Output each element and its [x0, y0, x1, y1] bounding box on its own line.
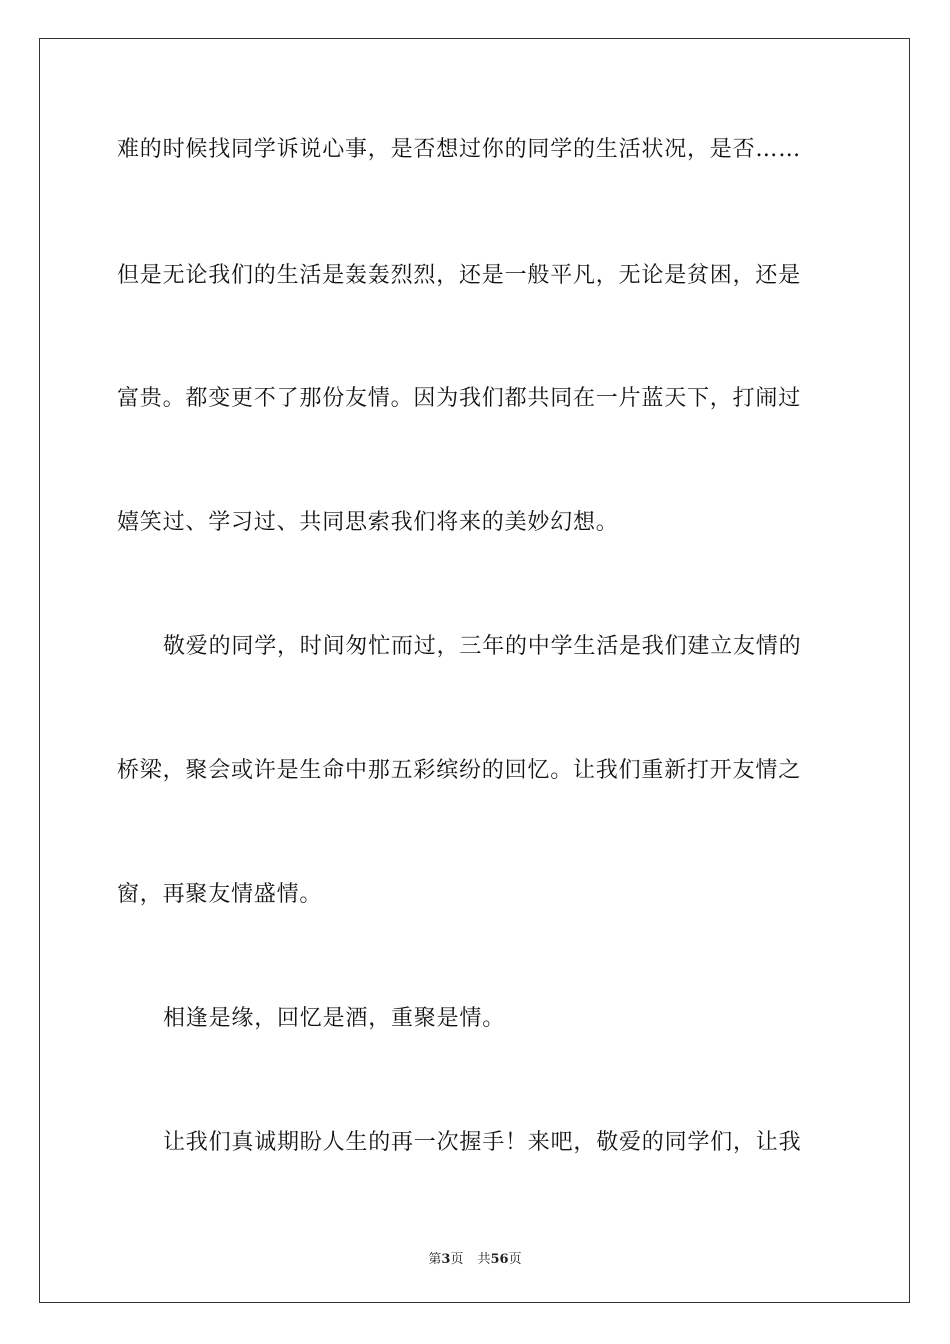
- page-border: [39, 38, 910, 1303]
- text-line-6: 桥梁，聚会或许是生命中那五彩缤纷的回忆。让我们重新打开友情之: [117, 758, 802, 783]
- text-line-7: 窗，再聚友情盛情。: [117, 882, 323, 907]
- text-line-4: 嬉笑过、学习过、共同思索我们将来的美妙幻想。: [117, 510, 619, 535]
- text-line-2: 但是无论我们的生活是轰轰烈烈，还是一般平凡，无论是贫困，还是: [117, 263, 802, 288]
- footer-total-suffix: 页: [508, 1252, 522, 1267]
- footer-total-pages: 56: [490, 1252, 509, 1267]
- footer-page-number: 3: [441, 1252, 451, 1267]
- text-line-5: 敬爱的同学，时间匆忙而过，三年的中学生活是我们建立友情的: [163, 634, 802, 659]
- footer-page-suffix: 页: [450, 1252, 464, 1267]
- text-line-9: 让我们真诚期盼人生的再一次握手！来吧，敬爱的同学们，让我: [163, 1130, 802, 1155]
- text-line-3: 富贵。都变更不了那份友情。因为我们都共同在一片蓝天下，打闹过: [117, 386, 802, 411]
- footer-total-prefix: 共: [477, 1252, 491, 1267]
- text-line-8: 相逢是缘，回忆是酒，重聚是情。: [163, 1006, 506, 1031]
- footer-page-prefix: 第: [428, 1252, 442, 1267]
- text-line-1: 难的时候找同学诉说心事，是否想过你的同学的生活状况，是否……: [117, 137, 802, 162]
- page-footer: [0, 1248, 950, 1267]
